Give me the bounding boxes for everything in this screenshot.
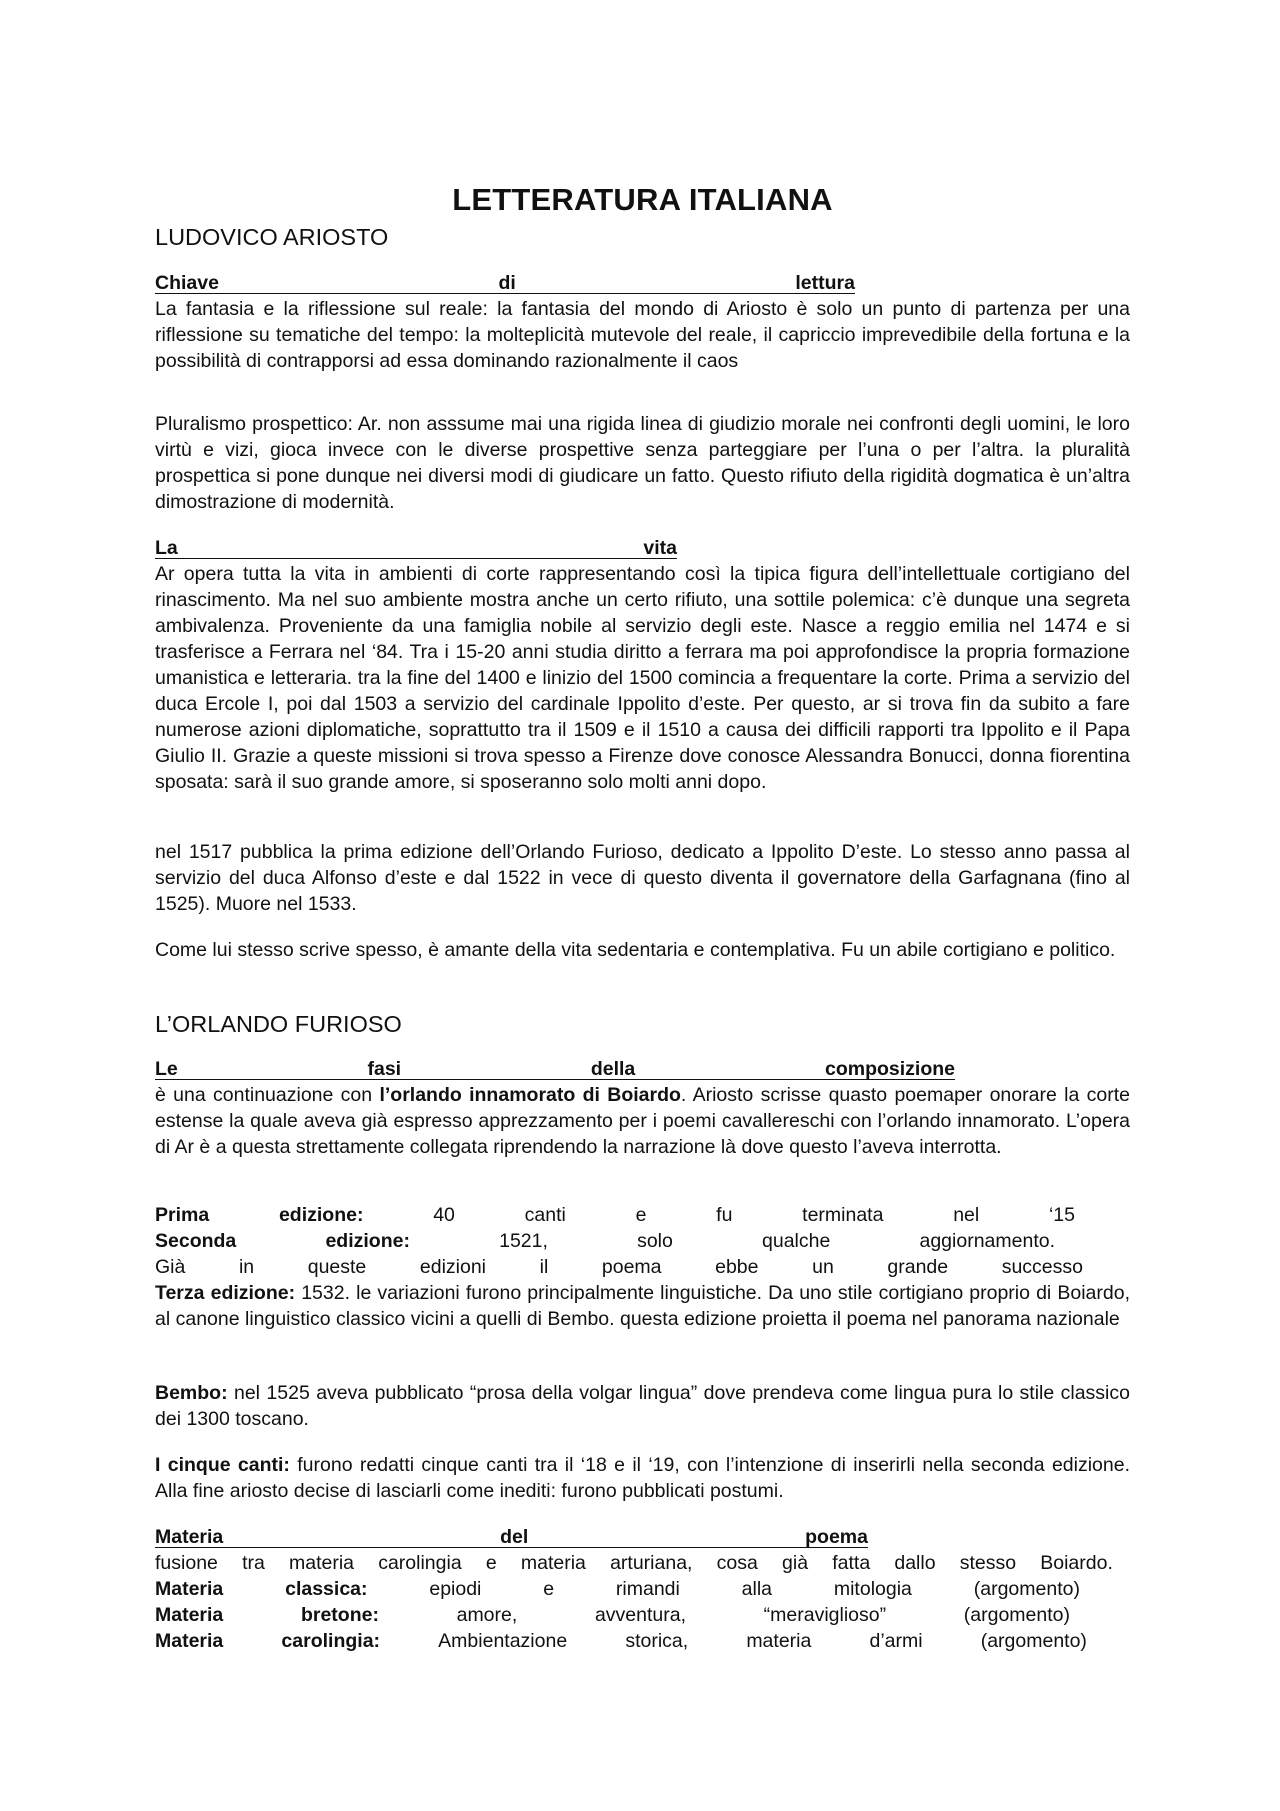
fasi-section — [155, 1056, 1130, 1160]
fasi-heading-word: Le — [155, 1058, 178, 1080]
fasi-bold-phrase: l’orlando innamorato di Boiardo — [379, 1084, 681, 1106]
section-heading-orlando: L’ORLANDO FURIOSO — [155, 1011, 402, 1037]
pluralismo-paragraph: Pluralismo prospettico: Ar. non asssume mai una rigida linea di giudizio morale nei confronti degli uomini, le loro virtù e vizi, gioca invece con le diverse prospettive senza parteggiare per l’una o per l’altra. la pluralità prospettica si pone dunque nei diversi modi di giudicare un fatto. Questo rifiuto della rigidità dogmatica è un’altra dimostrazione di modernità. — [155, 413, 1130, 513]
materia-heading-word: poema — [805, 1526, 868, 1548]
pluralismo-section — [155, 411, 1130, 515]
bembo-label: Bembo: — [155, 1382, 228, 1404]
vita-paragraph: Ar opera tutta la vita in ambienti di corte rappresentando così la tipica figura dell’intellettuale cortigiano del rinascimento. Ma nel suo ambiente mostra anche un certo rifiuto, una sottile polemica: c’è dunque una segreta ambivalenza. Proveniente da una famiglia nobile al servizio degli este. Nasce a reggio emilia nel 1474 e si trasferisce a Ferrara nel ‘84. Tra i 15-20 anni studia diritto a ferrara ma poi approfondisce la propria formazione umanistica e letteraria. tra la fine del 1400 e linizio del 1500 comincia a frequentare la corte. Prima a servizio del duca Ercole I, poi dal 1503 a servizio del cardinale Ippolito d’este. Per questo, ar si trova fin da subito a fare numerose azioni diplomatiche, soprattutto tra il 1509 e il 1510 a causa dei difficili rapporti tra Ippolito e il Papa Giulio II. Grazie a queste missioni si trova spesso a Firenze dove conosce Alessandra Bonucci, donna fiorentina sposata: sarà il suo grande amore, si sposeranno solo molti anni dopo. — [155, 563, 1130, 793]
vita-section-2 — [155, 839, 1130, 917]
cinque-canti-label: I cinque canti: — [155, 1454, 290, 1476]
materia-heading-word: del — [500, 1526, 529, 1548]
materia-heading — [155, 1524, 868, 1550]
materia-carolingia-row: Materia carolingia: Ambientazione storica, materia d’armi (argomento) — [155, 1630, 1087, 1652]
vita-section — [155, 535, 1130, 795]
terza-edizione-label: Terza edizione: — [155, 1282, 296, 1304]
materia-section — [155, 1524, 1130, 1654]
bembo-paragraph: Bembo: nel 1525 aveva pubblicato “prosa della volgar lingua” dove prendeva come lingua pura lo stile classico dei 1300 toscano. — [155, 1382, 1130, 1430]
vita-section-3 — [155, 937, 1130, 963]
vita-heading-word: La — [155, 537, 178, 559]
chiave-heading-word: lettura — [795, 272, 855, 294]
chiave-heading-word: Chiave — [155, 272, 219, 294]
terza-edizione-paragraph: Terza edizione: 1532. le variazioni furono principalmente linguistiche. Da uno stile cortigiano proprio di Boiardo, al canone linguistico classico vicini a quelli di Bembo. questa edizione proietta il poema nel panorama nazionale — [155, 1282, 1130, 1330]
cinque-canti-paragraph: I cinque canti: furono redatti cinque canti tra il ‘18 e il ‘19, con l’intenzione di inserirli nella seconda edizione. Alla fine ariosto decise di lasciarli come inediti: furono pubblicati postumi. — [155, 1454, 1130, 1502]
chiave-paragraph: La fantasia e la riflessione sul reale: la fantasia del mondo di Ariosto è solo un punto di partenza per una riflessione su tematiche del tempo: la molteplicità mutevole del reale, il capriccio imprevedibile della fortuna e la possibilità di contrapporsi ad essa dominando razionalmente il caos — [155, 298, 1130, 372]
chiave-section — [155, 270, 1130, 374]
fasi-heading-word: della — [590, 1058, 636, 1080]
vita-heading-word: vita — [643, 537, 677, 559]
vita-heading — [155, 535, 677, 561]
chiave-heading — [155, 270, 855, 296]
fusione-row: fusione tra materia carolingia e materia arturiana, cosa già fatta dallo stesso Boiardo. — [155, 1552, 1113, 1574]
materia-bretone-row: Materia bretone: amore, avventura, “meraviglioso” (argomento) — [155, 1604, 1070, 1626]
section-heading-ariosto: LUDOVICO ARIOSTO — [155, 224, 389, 250]
fasi-heading-word: composizione — [824, 1058, 955, 1080]
fasi-heading — [155, 1056, 955, 1082]
edizioni-section — [155, 1202, 1130, 1332]
vita-paragraph-2: nel 1517 pubblica la prima edizione dell’Orlando Furioso, dedicato a Ippolito D’este. Lo stesso anno passa al servizio del duca Alfonso d’este e dal 1522 in vece di questo diventa il governatore della Garfagnana (fino al 1525). Muore nel 1533. — [155, 841, 1130, 915]
fasi-paragraph: è una continuazione con l’orlando innamorato di Boiardo. Ariosto scrisse quasto poemaper onorare la corte estense la quale aveva già espresso apprezzamento per i poemi cavallereschi con l’orlando innamorato. L’opera di Ar è a questa strettamente collegata riprendendo la narrazione là dove questo l’aveva interrotta. — [155, 1084, 1130, 1158]
chiave-heading-word: di — [498, 272, 516, 294]
cinque-canti-section — [155, 1452, 1130, 1504]
materia-heading-word: Materia — [155, 1526, 224, 1548]
bembo-section — [155, 1380, 1130, 1432]
gia-row: Già in queste edizioni il poema ebbe un grande successo — [155, 1256, 1083, 1278]
fasi-heading-word: fasi — [367, 1058, 402, 1080]
vita-paragraph-3: Come lui stesso scrive spesso, è amante della vita sedentaria e contemplativa. Fu un abile cortigiano e politico. — [155, 939, 1116, 961]
prima-edizione-row: Prima edizione: 40 canti e fu terminata nel ‘15 — [155, 1204, 1075, 1226]
seconda-edizione-row: Seconda edizione: 1521, solo qualche aggiornamento. — [155, 1230, 1055, 1252]
materia-classica-row: Materia classica: epiodi e rimandi alla mitologia (argomento) — [155, 1578, 1080, 1600]
page-title: LETTERATURA ITALIANA — [452, 182, 833, 217]
